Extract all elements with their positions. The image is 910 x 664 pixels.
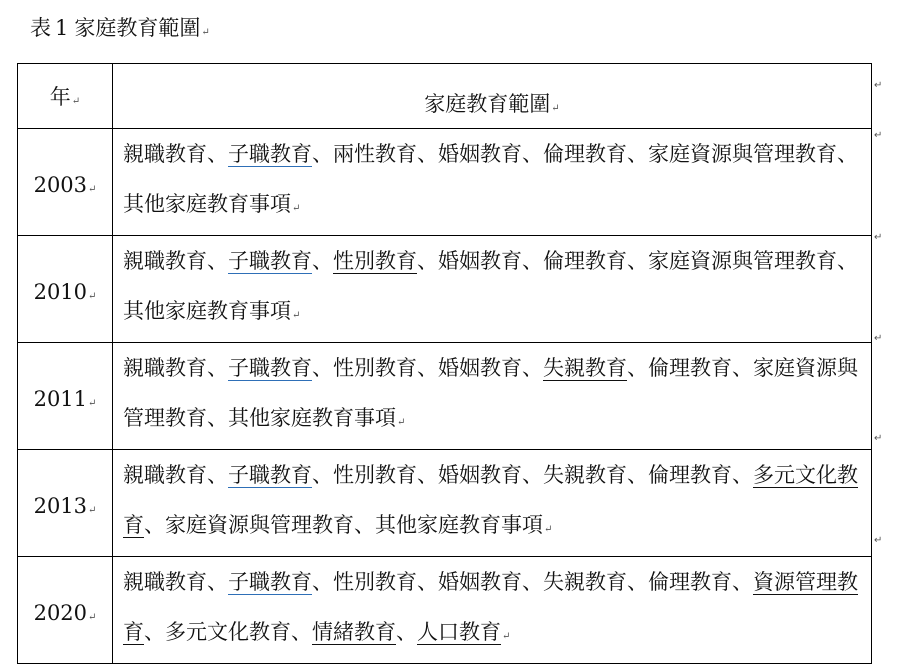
scope-cell xyxy=(113,129,872,236)
underlined-term: 性別教育 xyxy=(333,249,417,273)
row-end-mark-icon: ↵ xyxy=(874,333,883,344)
year-cell xyxy=(18,343,113,450)
paragraph-mark-icon: ↵ xyxy=(88,612,97,623)
year-cell xyxy=(18,450,113,557)
underlined-term: 資源管理教育 xyxy=(123,570,858,644)
scope-text: 親職教育、 xyxy=(123,249,228,273)
header-scope-cell xyxy=(113,64,872,129)
scope-cell xyxy=(113,450,872,557)
paragraph-mark-icon: ↵ xyxy=(544,524,553,535)
paragraph-mark-icon: ↵ xyxy=(292,310,301,321)
row-end-mark-icon: ↵ xyxy=(874,130,883,141)
paragraph-mark-icon: ↵ xyxy=(88,398,97,409)
underlined-term: 情緒教育 xyxy=(312,620,396,644)
underlined-term: 子職教育 xyxy=(228,142,312,166)
scope-text: 、多元文化教育、 xyxy=(144,620,312,644)
header-scope: 家庭教育範圍 xyxy=(424,92,551,116)
underlined-term: 人口教育 xyxy=(417,620,501,644)
paragraph-mark-icon: ↵ xyxy=(551,103,560,114)
table-caption xyxy=(30,14,210,47)
year-cell xyxy=(18,236,113,343)
scope-text: 、倫理教育、家庭資源與管理教育、其他家庭教育事項 xyxy=(123,356,858,430)
row-end-mark-icon: ↵ xyxy=(874,80,883,91)
underlined-term: 失親教育 xyxy=(543,356,627,380)
year-cell xyxy=(18,129,113,236)
year-cell xyxy=(18,557,113,664)
scope-text: 、婚姻教育、倫理教育、家庭資源與管理教育、其他家庭教育事項 xyxy=(123,249,858,323)
scope-text: 親職教育、 xyxy=(123,356,228,380)
row-end-mark-icon: ↵ xyxy=(874,535,883,546)
table-row xyxy=(18,129,872,236)
underlined-term: 子職教育 xyxy=(228,570,312,594)
year-value: 2011 xyxy=(33,387,88,411)
scope-text: 、 xyxy=(396,620,417,644)
underlined-term: 子職教育 xyxy=(228,463,312,487)
scope-text: 、兩性教育、婚姻教育、倫理教育、家庭資源與管理教育、其他家庭教育事項 xyxy=(123,142,858,216)
paragraph-mark-icon: ↵ xyxy=(502,631,511,642)
scope-text: 、 xyxy=(312,249,333,273)
year-value: 2010 xyxy=(33,280,88,304)
row-end-mark-icon: ↵ xyxy=(874,433,883,444)
scope-cell xyxy=(113,236,872,343)
scope-text: 、性別教育、婚姻教育、失親教育、倫理教育、 xyxy=(312,463,753,487)
header-year-cell xyxy=(18,64,113,129)
header-year: 年 xyxy=(49,85,71,109)
table-row xyxy=(18,557,872,664)
year-value: 2003 xyxy=(33,173,88,197)
caption-number: 1 xyxy=(55,16,69,40)
row-end-mark-icon: ↵ xyxy=(874,232,883,243)
scope-text: 、性別教育、婚姻教育、失親教育、倫理教育、 xyxy=(312,570,753,594)
paragraph-mark-icon: ↵ xyxy=(292,203,301,214)
scope-text: 親職教育、 xyxy=(123,463,228,487)
scope-text: 、性別教育、婚姻教育、 xyxy=(312,356,543,380)
paragraph-mark-icon: ↵ xyxy=(88,184,97,195)
table-row xyxy=(18,236,872,343)
underlined-term: 子職教育 xyxy=(228,249,312,273)
paragraph-mark-icon: ↵ xyxy=(397,417,406,428)
year-value: 2013 xyxy=(33,494,88,518)
scope-cell xyxy=(113,343,872,450)
underlined-term: 多元文化教育 xyxy=(123,463,858,537)
scope-text: 親職教育、 xyxy=(123,142,228,166)
caption-title: 家庭教育範圍 xyxy=(74,16,201,40)
underlined-term: 子職教育 xyxy=(228,356,312,380)
paragraph-mark-icon: ↵ xyxy=(71,96,81,107)
year-value: 2020 xyxy=(33,601,88,625)
paragraph-mark-icon: ↵ xyxy=(201,27,210,38)
paragraph-mark-icon: ↵ xyxy=(88,291,97,302)
scope-text: 、家庭資源與管理教育、其他家庭教育事項 xyxy=(144,513,543,537)
caption-label: 表 xyxy=(30,16,51,40)
family-education-table xyxy=(17,63,872,664)
table-header-row xyxy=(18,64,872,129)
paragraph-mark-icon: ↵ xyxy=(88,505,97,516)
scope-cell xyxy=(113,557,872,664)
table-row xyxy=(18,343,872,450)
scope-text: 親職教育、 xyxy=(123,570,228,594)
table-row xyxy=(18,450,872,557)
